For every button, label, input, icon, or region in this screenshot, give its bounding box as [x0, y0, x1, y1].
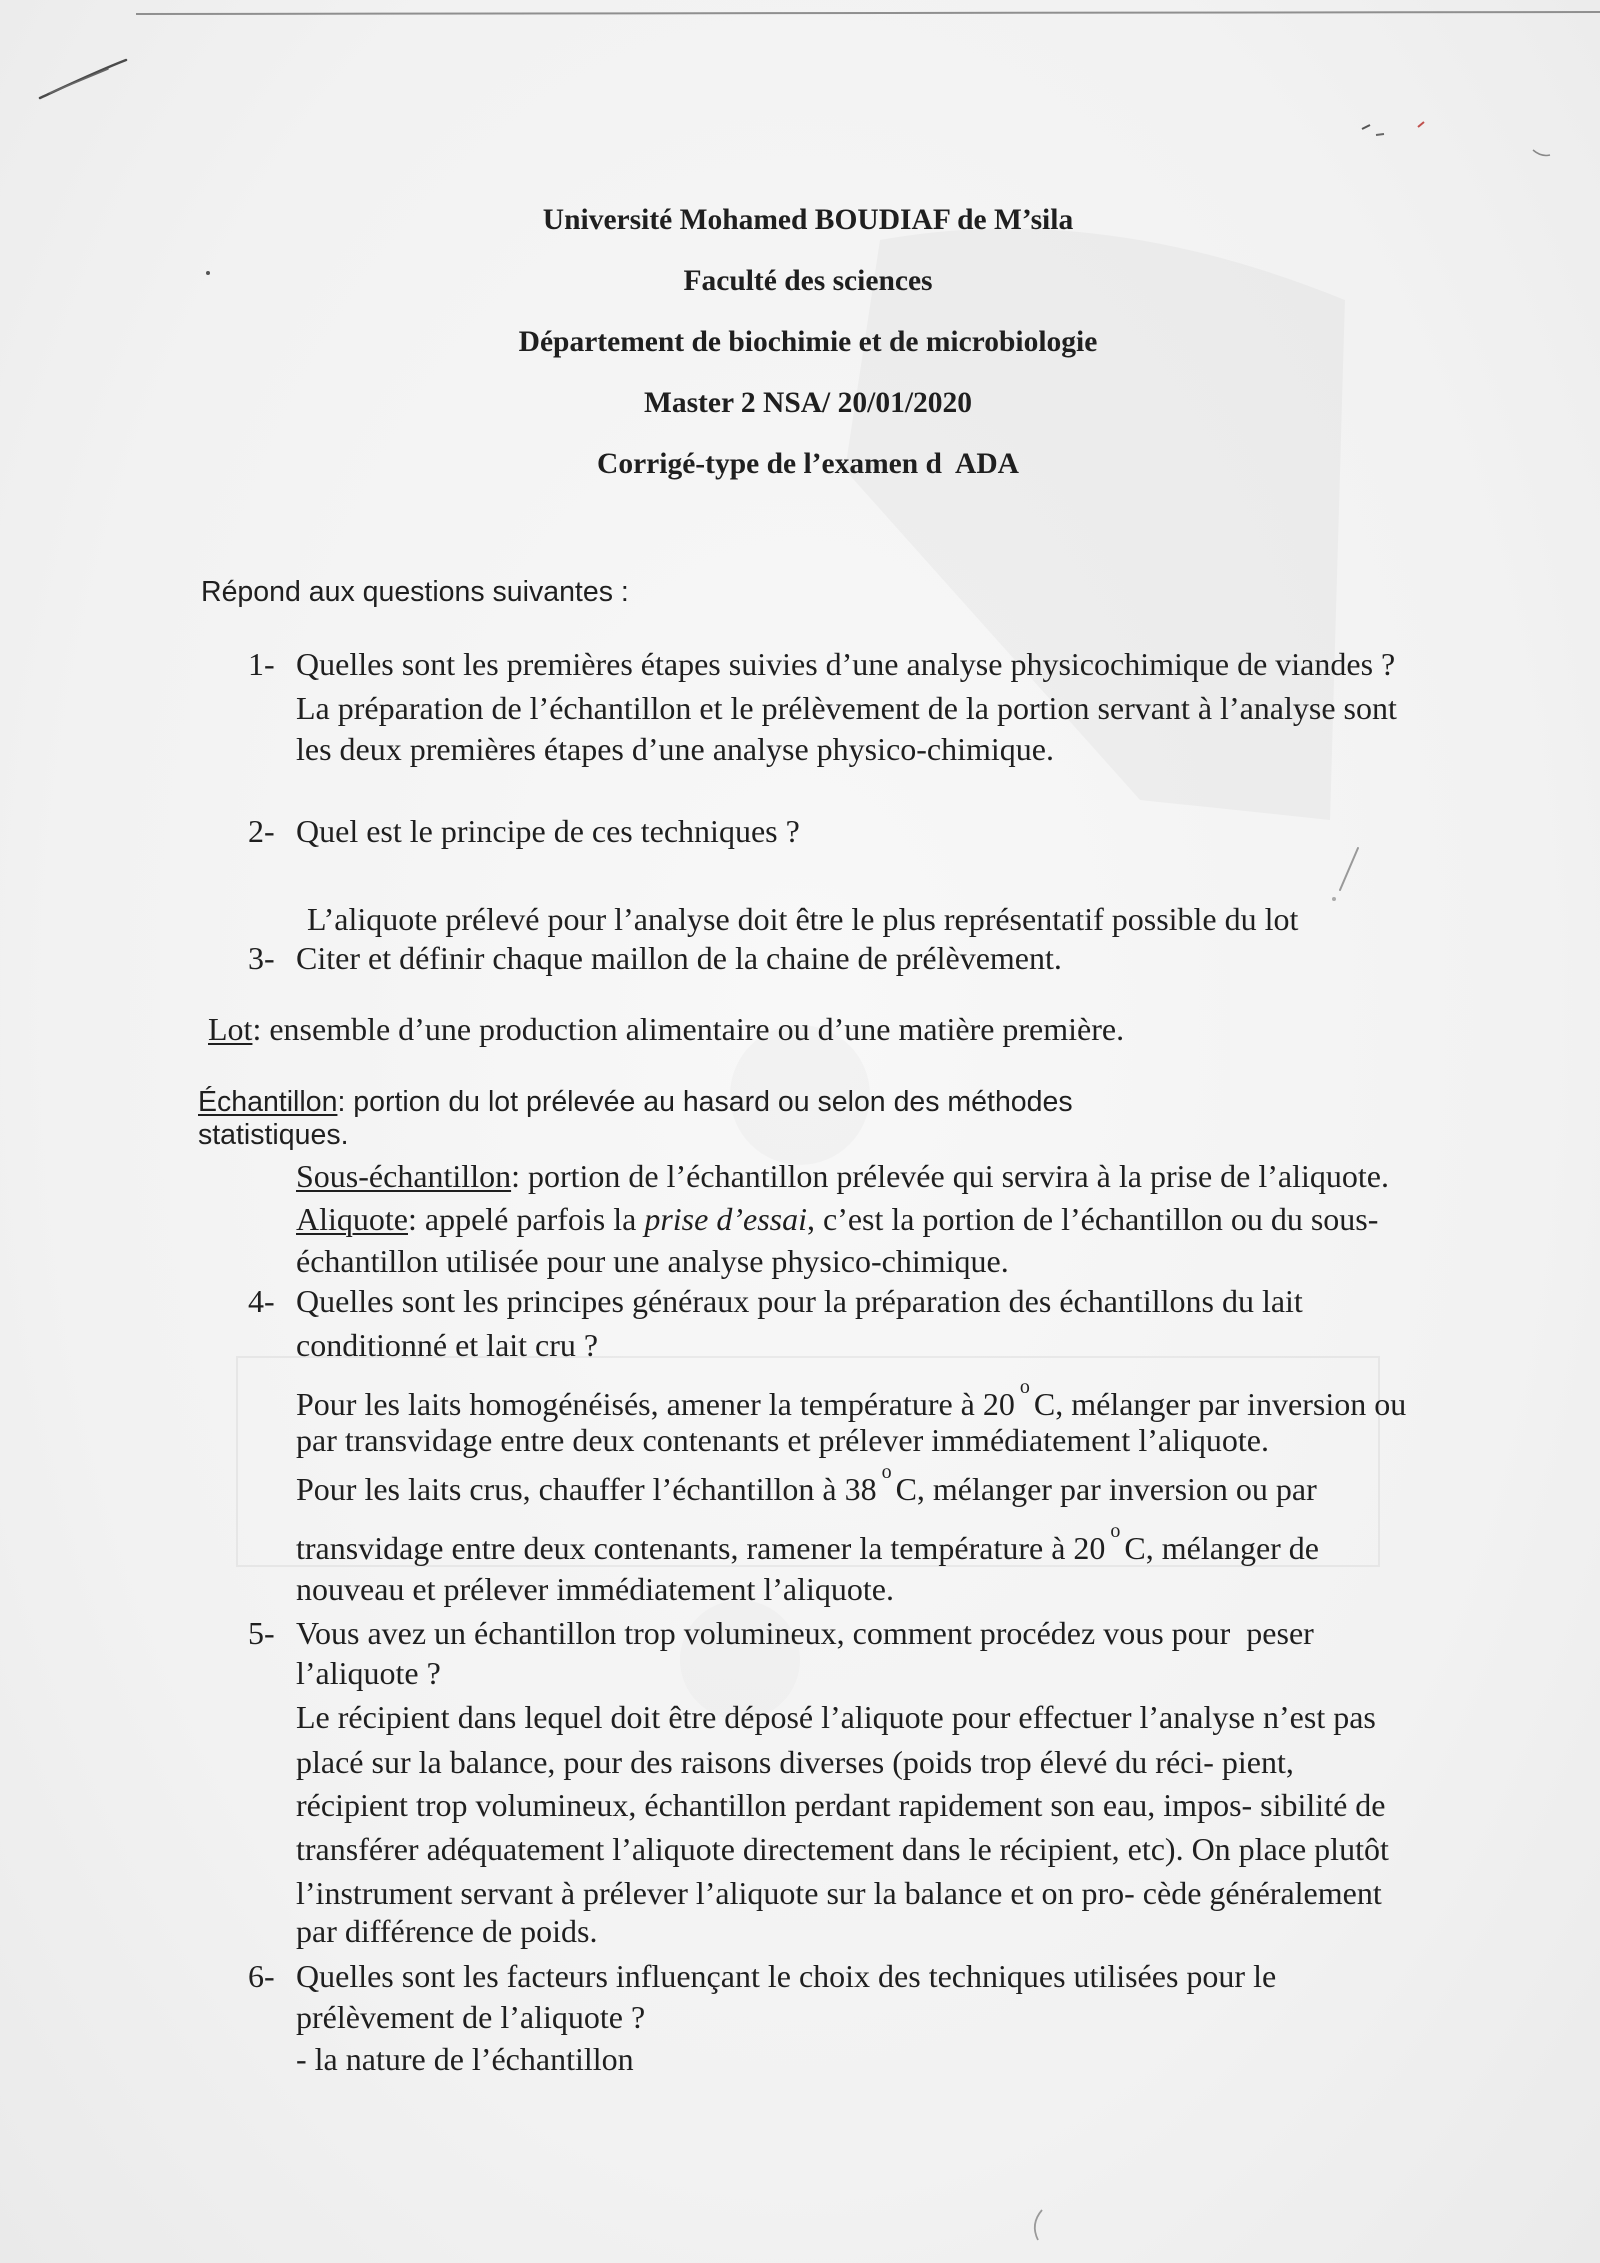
definition-term: Sous-échantillon [296, 1158, 512, 1194]
question-4-text: Quelles sont les principes généraux pour la préparation des échantillons du lait [296, 1283, 1303, 1319]
question-5-answer-line: transférer adéquatement l’aliquote directement dans le récipient, etc). On place plutôt [296, 1831, 1389, 1867]
question-3-number: 3- [248, 940, 275, 976]
question-5-text: l’aliquote ? [296, 1655, 441, 1691]
definition-text: : ensemble d’une production alimentaire ou d’une matière première. [252, 1011, 1125, 1047]
pen-stroke [50, 69, 108, 93]
definition-sous-echantillon [296, 1160, 1389, 1192]
question-3-text: Citer et définir chaque maillon de la chaine de prélèvement. [296, 940, 1062, 976]
red-ink-speck [1418, 122, 1424, 127]
scan-top-edge [136, 12, 1600, 14]
definition-text: : appelé parfois la [407, 1201, 645, 1237]
question-4-answer-line [296, 1461, 1317, 1507]
degree-superscript: o [881, 1461, 892, 1483]
question-6-answer-line: - la nature de l’échantillon [296, 2041, 634, 2077]
question-6-number: 6- [248, 1958, 275, 1994]
question-4-answer-line [296, 1376, 1407, 1422]
question-5-answer-line: Le récipient dans lequel doit être déposé l’aliquote pour effectuer l’analyse n’est pas [296, 1699, 1376, 1735]
definition-term: Lot [208, 1011, 253, 1047]
ink-speck [1362, 125, 1370, 129]
answer-text: transvidage entre deux contenants, ramener la température à 20 [296, 1530, 1106, 1566]
question-5-answer-line: placé sur la balance, pour des raisons diverses (poids trop élevé du réci- pient, [296, 1744, 1294, 1780]
question-4-number: 4- [248, 1283, 275, 1319]
question-5-answer-line: par différence de poids. [296, 1913, 598, 1949]
answer-text: C, mélanger de [1124, 1530, 1319, 1566]
definition-aliquote [296, 1203, 1378, 1235]
definition-echantillon [198, 1088, 1073, 1117]
question-4-answer-line [296, 1520, 1319, 1566]
definition-term: Échantillon [198, 1086, 338, 1118]
faculty-name: Faculté des sciences [683, 265, 933, 297]
question-1-text: Quelles sont les premières étapes suivies d’une analyse physicochimique de viandes ? [296, 646, 1396, 682]
question-4-answer-line: par transvidage entre deux contenants et prélever immédiatement l’aliquote. [296, 1422, 1269, 1458]
document-title: Corrigé-type de l’examen d ADA [597, 448, 1019, 480]
question-1-number: 1- [248, 646, 275, 682]
pencil-dot [1332, 897, 1336, 901]
question-6-text: Quelles sont les facteurs influençant le choix des techniques utilisées pour le [296, 1958, 1277, 1994]
ink-speck [1533, 150, 1550, 155]
question-5-answer-line: l’instrument servant à prélever l’aliquote sur la balance et on pro- cède généralement [296, 1875, 1382, 1911]
question-4-answer-line: nouveau et prélever immédiatement l’aliquote. [296, 1571, 894, 1607]
ink-speck [1376, 134, 1384, 135]
question-6-text: prélèvement de l’aliquote ? [296, 1999, 646, 2035]
department-name: Département de biochimie et de microbiologie [518, 326, 1098, 358]
answer-text: Pour les laits crus, chauffer l’échantillon à 38 [296, 1471, 877, 1507]
question-2-number: 2- [248, 813, 275, 849]
definition-echantillon-continuation: statistiques. [198, 1119, 349, 1151]
degree-superscript: o [1019, 1376, 1030, 1398]
question-5-text: Vous avez un échantillon trop volumineux, comment procédez vous pour peser [296, 1615, 1314, 1651]
question-5-number: 5- [248, 1615, 275, 1651]
pencil-mark [1340, 848, 1358, 890]
definition-aliquote-continuation: échantillon utilisée pour une analyse physico-chimique. [296, 1243, 1009, 1279]
instructions: Répond aux questions suivantes : [201, 576, 629, 608]
definition-emphasis: prise d’essai [644, 1201, 807, 1237]
pen-mark [1035, 2210, 1042, 2240]
degree-superscript: o [1110, 1520, 1121, 1542]
answer-text: C, mélanger par inversion ou par [895, 1471, 1317, 1507]
university-name: Université Mohamed BOUDIAF de M’sila [542, 204, 1074, 236]
definition-text: : portion du lot prélevée au hasard ou selon des méthodes [337, 1086, 1073, 1118]
question-2-text: Quel est le principe de ces techniques ? [296, 813, 800, 849]
question-1-answer-line: les deux premières étapes d’une analyse physico-chimique. [296, 731, 1054, 767]
definition-lot [208, 1013, 1124, 1045]
question-2-answer-line: L’aliquote prélevé pour l’analyse doit être le plus représentatif possible du lot [307, 901, 1299, 937]
definition-text: : portion de l’échantillon prélevée qui servira à la prise de l’aliquote. [511, 1158, 1389, 1194]
definition-text: , c’est la portion de l’échantillon ou du sous- [806, 1201, 1379, 1237]
question-1-answer-line: La préparation de l’échantillon et le prélèvement de la portion servant à l’analyse sont [296, 690, 1397, 726]
answer-text: Pour les laits homogénéisés, amener la température à 20 [296, 1386, 1015, 1422]
answer-text: C, mélanger par inversion ou [1033, 1386, 1407, 1422]
program-and-date: Master 2 NSA/ 20/01/2020 [643, 387, 973, 419]
ink-dot [206, 271, 210, 275]
question-5-answer-line: récipient trop volumineux, échantillon perdant rapidement son eau, impos- sibilité de [296, 1787, 1386, 1823]
question-4-text: conditionné et lait cru ? [296, 1327, 599, 1363]
definition-term: Aliquote [296, 1201, 408, 1237]
